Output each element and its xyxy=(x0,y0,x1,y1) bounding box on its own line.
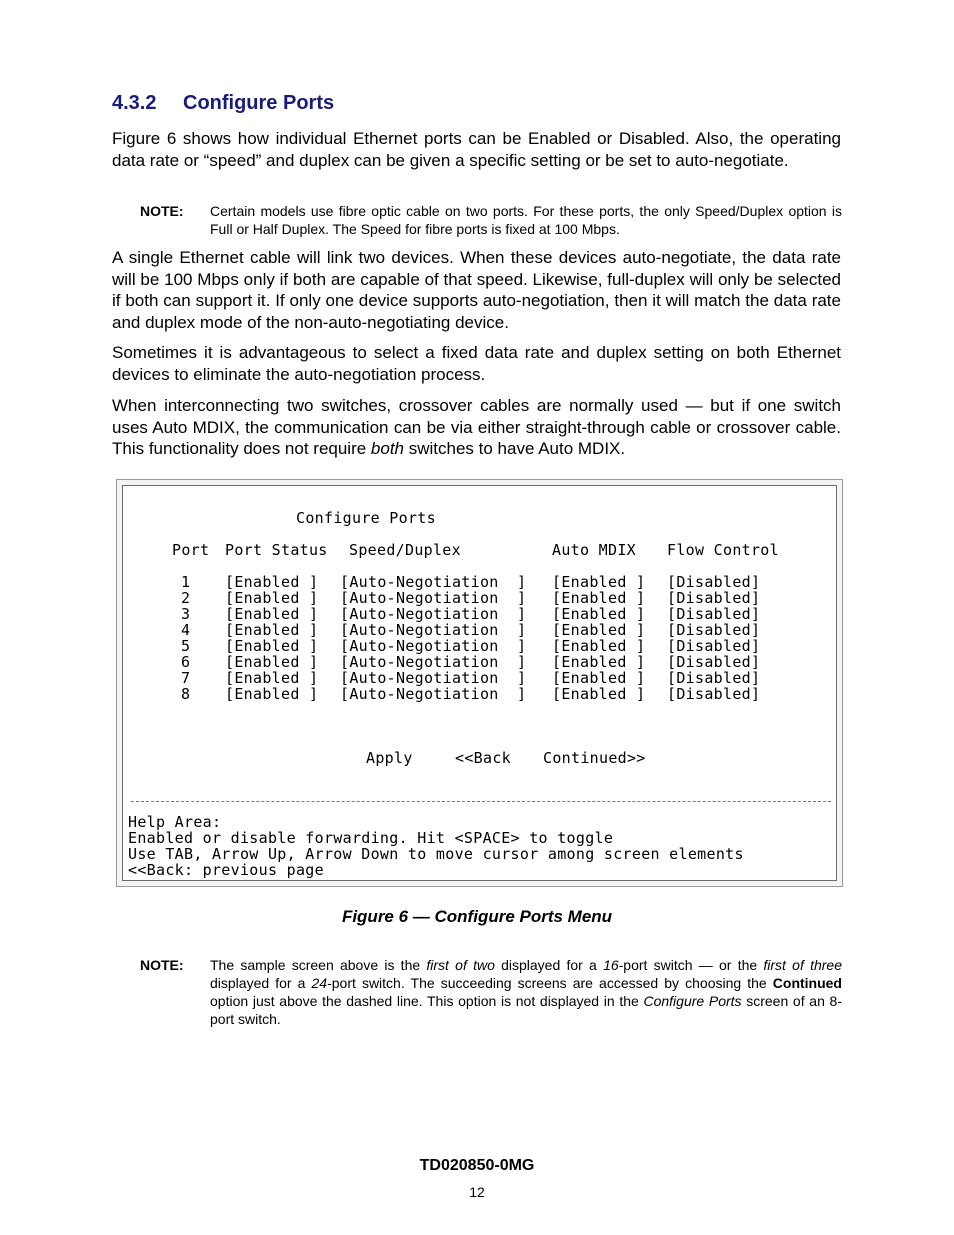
speed-duplex-close: ] xyxy=(517,637,527,655)
note-emphasis: first of three xyxy=(763,957,842,973)
auto-mdix-field[interactable]: [Enabled ] xyxy=(552,637,646,655)
port-status-field[interactable]: [Enabled ] xyxy=(225,669,319,687)
speed-duplex-close: ] xyxy=(517,685,527,703)
note-text-part: -port switch — or the xyxy=(618,957,764,973)
speed-duplex-close: ] xyxy=(517,589,527,607)
section-number: 4.3.2 xyxy=(112,92,157,114)
speed-duplex-field[interactable]: [Auto-Negotiation xyxy=(340,685,499,703)
port-status-field[interactable]: [Enabled ] xyxy=(225,605,319,623)
port-number: 5 xyxy=(181,637,191,655)
speed-duplex-field[interactable]: [Auto-Negotiation xyxy=(340,621,499,639)
auto-mdix-field[interactable]: [Enabled ] xyxy=(552,669,646,687)
speed-duplex-field[interactable]: [Auto-Negotiation xyxy=(340,637,499,655)
speed-duplex-close: ] xyxy=(517,621,527,639)
port-number: 8 xyxy=(181,685,191,703)
speed-duplex-field[interactable]: [Auto-Negotiation xyxy=(340,669,499,687)
auto-mdix-field[interactable]: [Enabled ] xyxy=(552,589,646,607)
col-header-port: Port xyxy=(172,541,210,559)
note-label: NOTE: xyxy=(140,957,184,973)
flow-control-field[interactable]: [Disabled] xyxy=(667,685,761,703)
auto-mdix-field[interactable]: [Enabled ] xyxy=(552,685,646,703)
note-emphasis: Configure Ports xyxy=(643,993,742,1009)
flow-control-field[interactable]: [Disabled] xyxy=(667,653,761,671)
terminal-screen xyxy=(122,485,837,881)
note-bold: Continued xyxy=(772,975,842,991)
help-line: <<Back: previous page xyxy=(128,861,324,879)
note-text-part: displayed for a xyxy=(210,975,312,991)
col-header-speed: Speed/Duplex xyxy=(349,541,461,559)
flow-control-field[interactable]: [Disabled] xyxy=(667,621,761,639)
speed-duplex-field[interactable]: [Auto-Negotiation xyxy=(340,573,499,591)
screen-title: Configure Ports xyxy=(296,509,436,527)
paragraph-fixed-rate: Sometimes it is advantageous to select a fixed data rate and duplex setting on both Ethernet devices to eliminate the auto-negotiation process. xyxy=(112,343,841,384)
note-text xyxy=(210,956,842,1028)
apply-button[interactable]: Apply xyxy=(366,749,413,767)
flow-control-field[interactable]: [Disabled] xyxy=(667,605,761,623)
figure-caption: Figure 6 — Configure Ports Menu xyxy=(341,907,613,926)
speed-duplex-field[interactable]: [Auto-Negotiation xyxy=(340,605,499,623)
crossover-text-b: switches to have Auto MDIX. xyxy=(404,439,626,458)
help-line: Use TAB, Arrow Up, Arrow Down to move cursor among screen elements xyxy=(128,845,744,863)
port-number: 4 xyxy=(181,621,191,639)
auto-mdix-field[interactable]: [Enabled ] xyxy=(552,573,646,591)
port-status-field[interactable]: [Enabled ] xyxy=(225,589,319,607)
note-text-part: screen of an 8-port switch. xyxy=(210,993,842,1027)
auto-mdix-field[interactable]: [Enabled ] xyxy=(552,605,646,623)
speed-duplex-field[interactable]: [Auto-Negotiation xyxy=(340,653,499,671)
port-number: 2 xyxy=(181,589,191,607)
port-status-field[interactable]: [Enabled ] xyxy=(225,573,319,591)
section-heading xyxy=(112,92,334,115)
note-text-part: option just above the dashed line. This option is not displayed in the xyxy=(210,993,644,1009)
auto-mdix-field[interactable]: [Enabled ] xyxy=(552,621,646,639)
page-number: 12 xyxy=(469,1184,485,1200)
speed-duplex-field[interactable]: [Auto-Negotiation xyxy=(340,589,499,607)
back-button[interactable]: <<Back xyxy=(455,749,511,767)
terminal-screenshot xyxy=(116,479,843,887)
col-header-status: Port Status xyxy=(225,541,328,559)
paragraph-intro: Figure 6 shows how individual Ethernet ports can be Enabled or Disabled. Also, the operating data rate or “speed” and duplex can be given a specific setting or be set to auto-negotiate. xyxy=(112,129,841,170)
paragraph-autonegotiate: A single Ethernet cable will link two devices. When these devices auto-negotiate, the data rate will be 100 Mbps only if both are capable of that speed. Likewise, full-duplex will only be selected if both can support it. If only one device supports auto-negotiation, then it will match the data rate and duplex mode of the non-auto-negotiating device. xyxy=(112,248,841,332)
continued-button[interactable]: Continued>> xyxy=(543,749,646,767)
port-status-field[interactable]: [Enabled ] xyxy=(225,653,319,671)
note-emphasis: 24 xyxy=(311,975,328,991)
port-status-field[interactable]: [Enabled ] xyxy=(225,685,319,703)
port-number: 3 xyxy=(181,605,191,623)
document-id: TD020850-0MG xyxy=(419,1157,535,1174)
note-text-part: The sample screen above is the xyxy=(210,957,427,973)
paragraph-crossover xyxy=(112,395,841,460)
note-emphasis: first of two xyxy=(426,957,495,973)
port-status-field[interactable]: [Enabled ] xyxy=(225,637,319,655)
col-header-flow: Flow Control xyxy=(667,541,779,559)
note-text: Certain models use fibre optic cable on two ports. For these ports, the only Speed/Duplex option is Full or Half Duplex. The Speed for fibre ports is fixed at 100 Mbps. xyxy=(210,203,842,237)
crossover-text-a: When interconnecting two switches, crossover cables are normally used — but if one switch uses Auto MDIX, the communication can be via either straight-through cable or crossover cable. This functionality does not require xyxy=(112,396,841,458)
note-fibre xyxy=(140,202,842,238)
speed-duplex-close: ] xyxy=(517,653,527,671)
speed-duplex-close: ] xyxy=(517,669,527,687)
auto-mdix-field[interactable]: [Enabled ] xyxy=(552,653,646,671)
section-title: Configure Ports xyxy=(183,92,335,114)
port-number: 7 xyxy=(181,669,191,687)
help-line: Enabled or disable forwarding. Hit <SPACE> to toggle xyxy=(128,829,614,847)
note-text-part: -port switch. The succeeding screens are accessed by choosing the xyxy=(327,975,773,991)
note-label: NOTE: xyxy=(140,203,184,219)
speed-duplex-close: ] xyxy=(517,573,527,591)
help-area-label: Help Area: xyxy=(128,813,222,831)
flow-control-field[interactable]: [Disabled] xyxy=(667,573,761,591)
port-number: 6 xyxy=(181,653,191,671)
flow-control-field[interactable]: [Disabled] xyxy=(667,637,761,655)
flow-control-field[interactable]: [Disabled] xyxy=(667,589,761,607)
col-header-mdix: Auto MDIX xyxy=(552,541,636,559)
note-emphasis: 16 xyxy=(603,957,619,973)
port-number: 1 xyxy=(181,573,191,591)
port-status-field[interactable]: [Enabled ] xyxy=(225,621,319,639)
note-text-part: displayed for a xyxy=(494,957,604,973)
speed-duplex-close: ] xyxy=(517,605,527,623)
flow-control-field[interactable]: [Disabled] xyxy=(667,669,761,687)
note-continued-screens xyxy=(140,956,842,1028)
crossover-emphasis: both xyxy=(370,439,405,458)
help-divider xyxy=(131,801,831,802)
